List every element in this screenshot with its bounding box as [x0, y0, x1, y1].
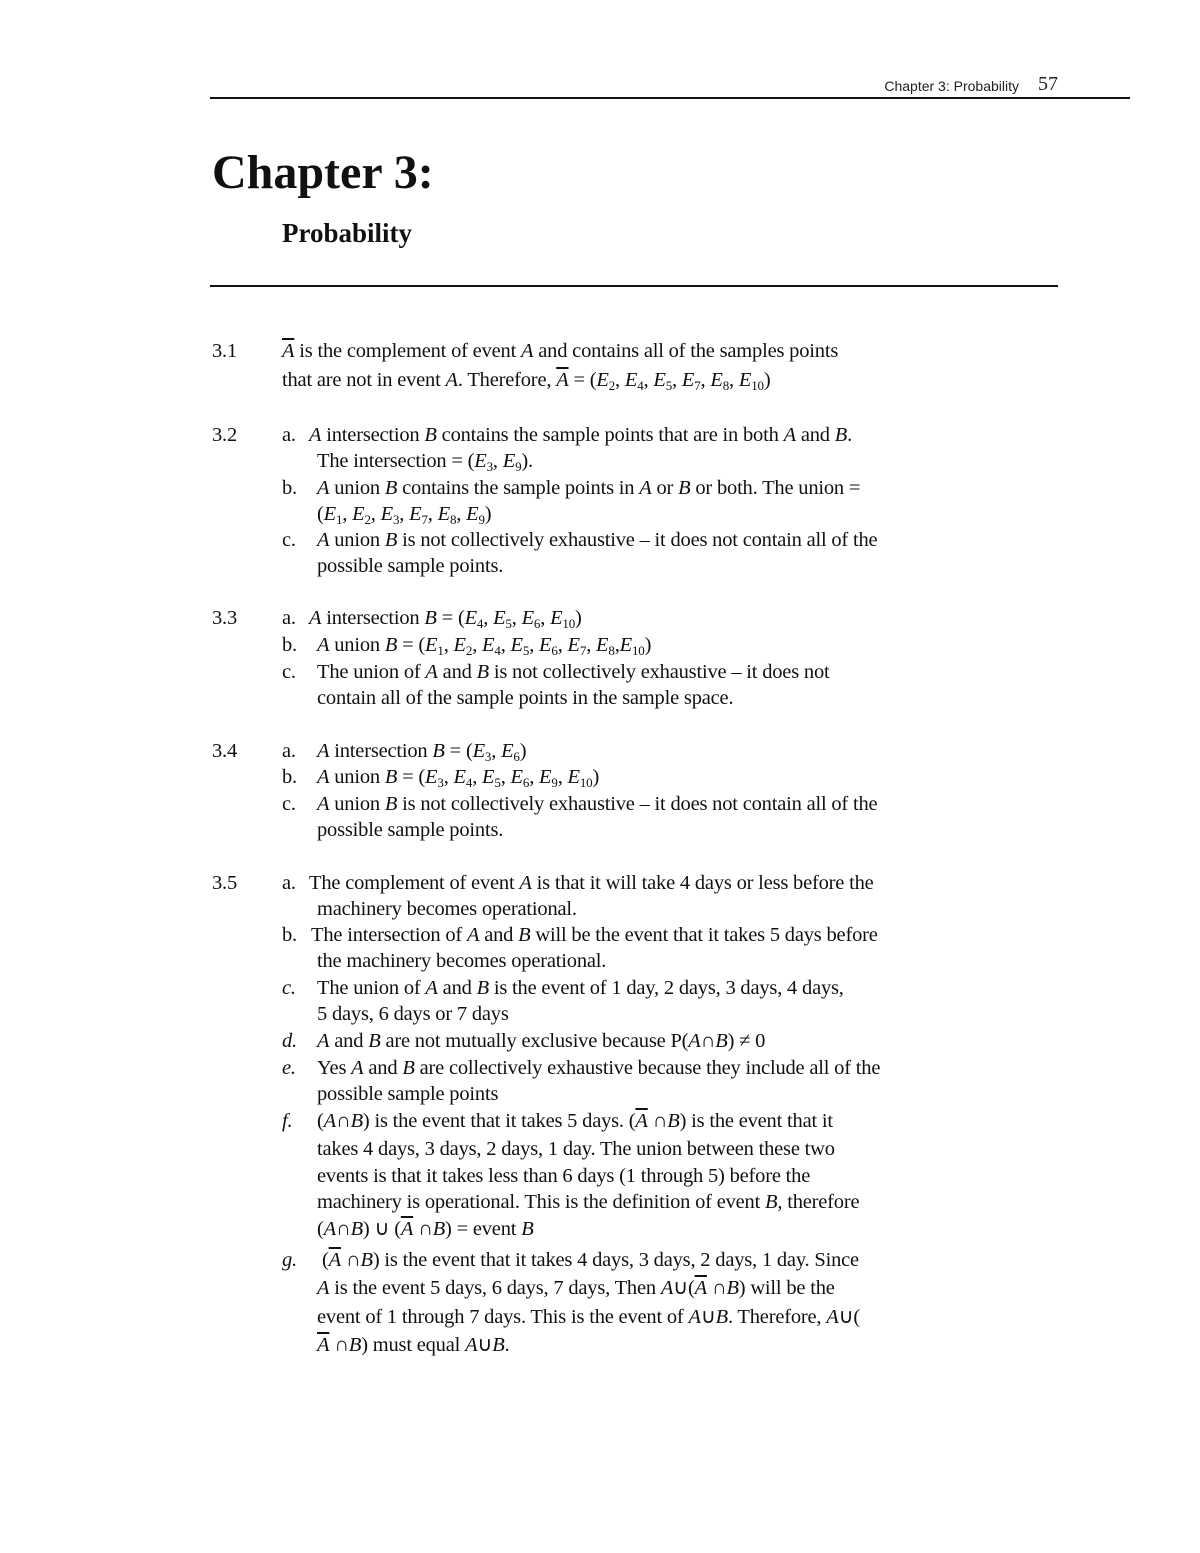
part-label: b. [282, 766, 297, 788]
problem-text-line: 5 days, 6 days or 7 days [317, 1003, 509, 1025]
part-label: c. [282, 793, 296, 815]
part-label: b. [282, 634, 297, 656]
problem-text-line: A intersection $B = (E_3$, $E_6$) [317, 740, 527, 764]
problem-text-line: The union of A and B is not collectively exhaustive – it does not [317, 661, 830, 683]
page-number: 57 [1038, 73, 1058, 95]
problem-text-line: $\overline{A}$ is the complement of event A and contains all of the samples points [282, 340, 839, 362]
problem-text-line: (A∩B) ∪ ($\overline{A}$ ∩B) = event B [317, 1218, 534, 1240]
chapter-rule [210, 285, 1058, 287]
part-label: b. [282, 924, 297, 946]
part-label: g. [282, 1249, 297, 1271]
problem-number: 3.5 [212, 872, 238, 894]
problem-text-line: A union B contains the sample points in A or B or both. The union = [317, 477, 861, 499]
problem-text-line: A union $B = (E_1$, $E_2$, $E_4$, $E_5$, $E_6$, $E_7$, $E_8,E_{10}$) [317, 634, 652, 658]
problem-text-line: The intersection = ($E_3$, $E_9$). [317, 450, 533, 474]
part-label: f. [282, 1110, 293, 1132]
problem-text-line: ($\overline{A}$ ∩B) is the event that it takes 4 days, 3 days, 2 days, 1 day. Since [322, 1249, 859, 1271]
problem-text-line: A union B is not collectively exhaustive – it does not contain all of the [317, 529, 878, 551]
problem-text-line: A and B are not mutually exclusive because P(A∩B) ≠ 0 [317, 1030, 766, 1052]
problem-text-line: possible sample points. [317, 819, 504, 841]
part-label: a. [282, 424, 296, 446]
problem-text-line: possible sample points [317, 1083, 499, 1105]
problem-number: 3.1 [212, 340, 238, 362]
problem-text-line: The intersection of A and B will be the event that it takes 5 days before [311, 924, 878, 946]
problem-text-line: A union B is not collectively exhaustive – it does not contain all of the [317, 793, 878, 815]
problem-number: 3.3 [212, 607, 238, 629]
problem-text-line: (A∩B) is the event that it takes 5 days. ($\overline{A}$ ∩B) is the event that it [317, 1110, 833, 1132]
part-label: c. [282, 529, 296, 551]
header-rule [210, 97, 1130, 99]
part-label: a. [282, 740, 296, 762]
problem-text-line: The union of A and B is the event of 1 day, 2 days, 3 days, 4 days, [317, 977, 844, 999]
problem-text-line: takes 4 days, 3 days, 2 days, 1 day. The union between these two [317, 1138, 835, 1160]
problem-text-line: machinery is operational. This is the definition of event B, therefore [317, 1191, 860, 1213]
chapter-title: Chapter 3: [212, 146, 434, 199]
problem-text-line: that are not in event A. Therefore, $\overline{A} = (E_2$, $E_4$, $E_5$, $E_7$, $E_8$, $E_{10}$) [282, 369, 771, 393]
problem-text-line: contain all of the sample points in the sample space. [317, 687, 734, 709]
problem-text-line: events is that it takes less than 6 days (1 through 5) before the [317, 1165, 811, 1187]
part-label: e. [282, 1057, 296, 1079]
problem-text-line: A intersection B contains the sample points that are in both A and B. [309, 424, 853, 446]
problem-text-line: A intersection $B = (E_4$, $E_5$, $E_6$, $E_{10}$) [309, 607, 582, 631]
problem-number: 3.2 [212, 424, 238, 446]
part-label: c. [282, 977, 296, 999]
problem-text-line: possible sample points. [317, 555, 504, 577]
problem-text-line: A is the event 5 days, 6 days, 7 days, Then $A\cup(\overline{A}$ ∩B) will be the [317, 1277, 835, 1299]
part-label: d. [282, 1030, 297, 1052]
problem-text-line: event of 1 through 7 days. This is the event of A∪B. Therefore, A∪( [317, 1306, 861, 1328]
problem-number: 3.4 [212, 740, 238, 762]
part-label: c. [282, 661, 296, 683]
part-label: b. [282, 477, 297, 499]
part-label: a. [282, 872, 296, 894]
chapter-subtitle: Probability [282, 218, 413, 248]
problem-text-line: the machinery becomes operational. [317, 950, 607, 972]
problem-text-line: machinery becomes operational. [317, 898, 577, 920]
running-header-title: Chapter 3: Probability [884, 78, 1019, 94]
part-label: a. [282, 607, 296, 629]
problem-text-line: A union $B = (E_3$, $E_4$, $E_5$, $E_6$, $E_9$, $E_{10}$) [317, 766, 600, 790]
problem-text-line: ($E_1$, $E_2$, $E_3$, $E_7$, $E_8$, $E_9$) [317, 503, 492, 527]
problem-text-line: Yes A and B are collectively exhaustive because they include all of the [317, 1057, 881, 1079]
problem-text-line: $\overline{A}$ ∩B) must equal A∪B. [317, 1334, 510, 1356]
problem-text-line: The complement of event A is that it will take 4 days or less before the [309, 872, 874, 894]
